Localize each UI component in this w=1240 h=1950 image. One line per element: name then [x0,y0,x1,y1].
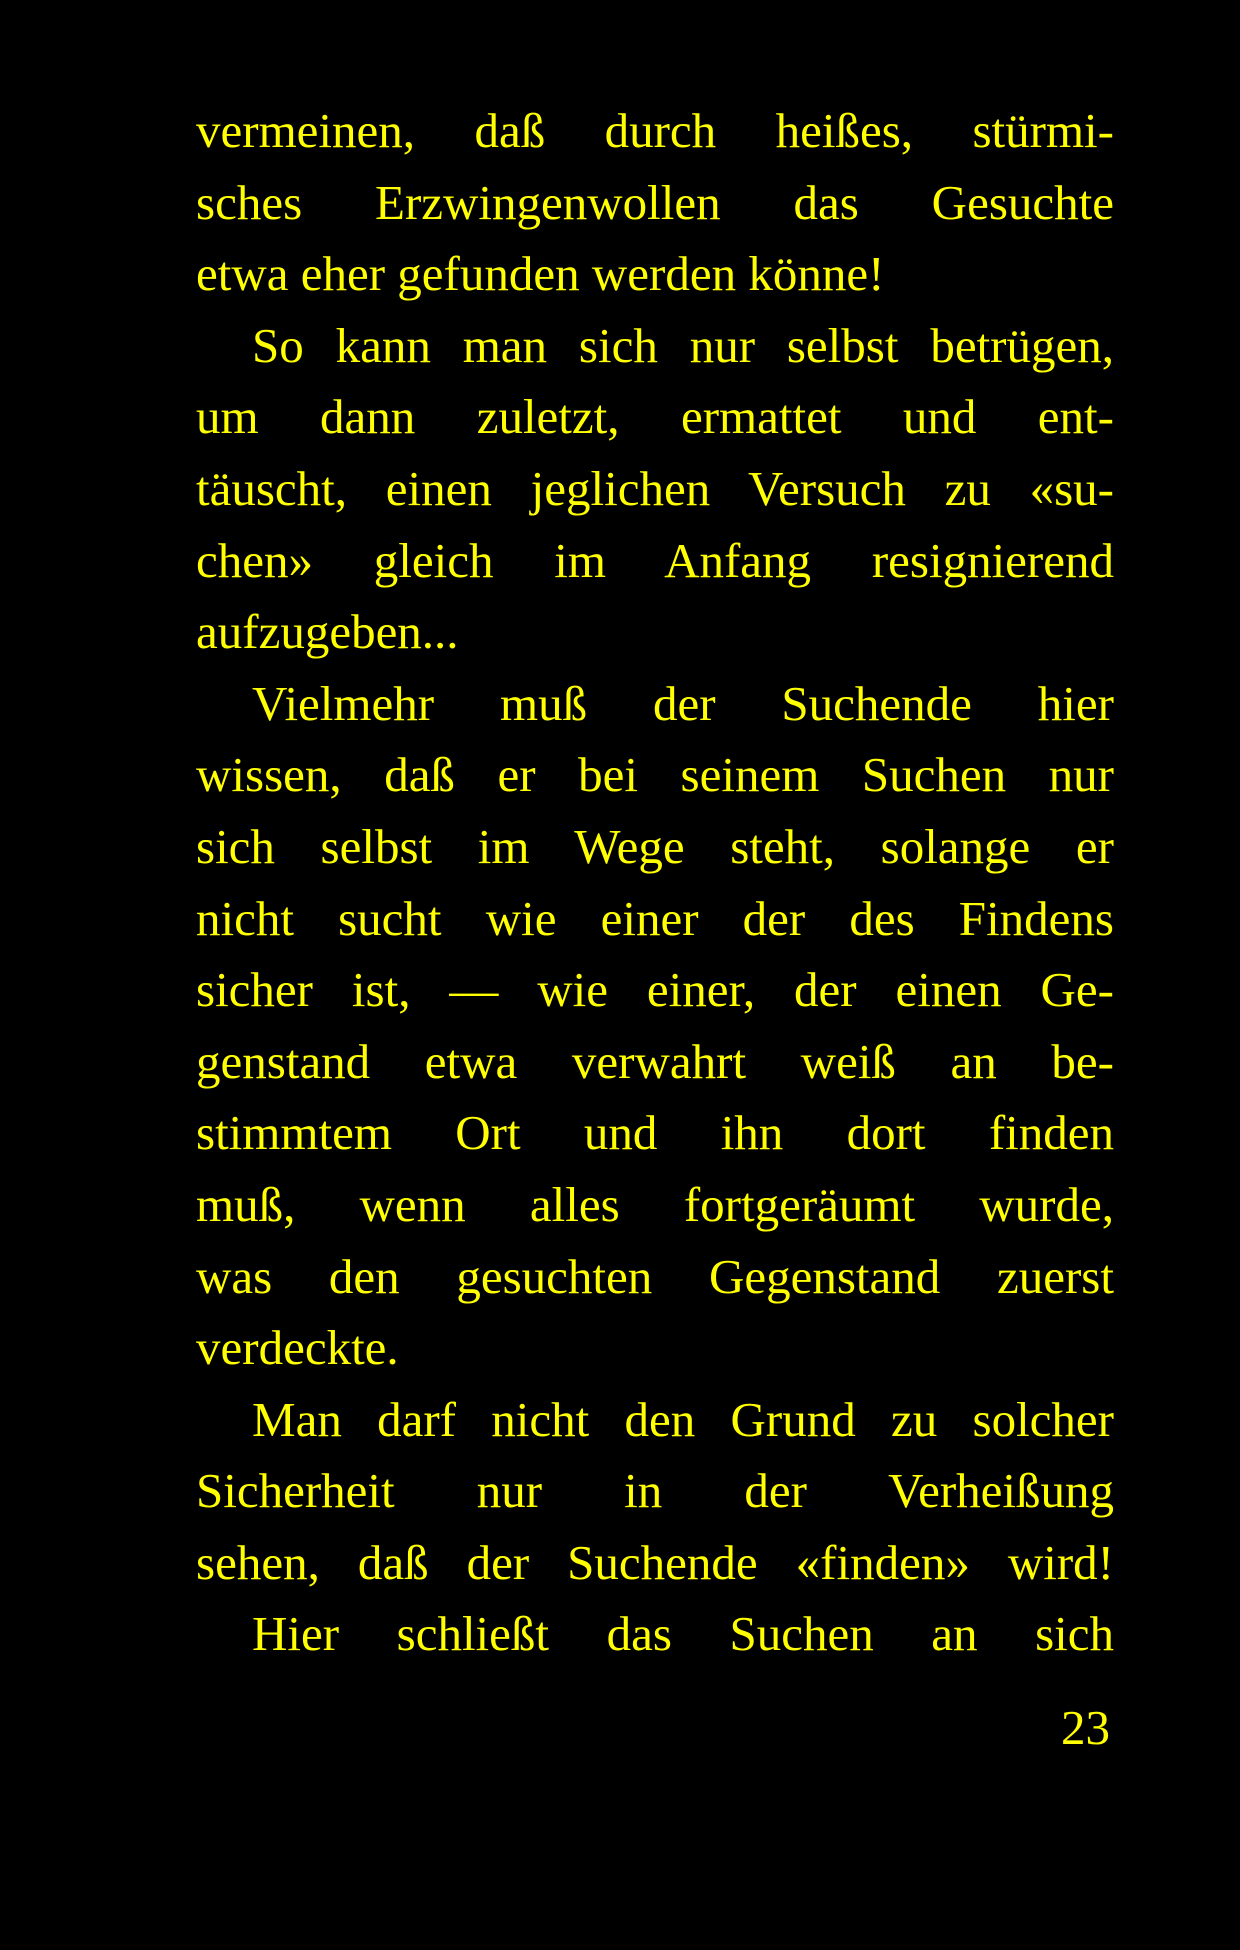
text-line: verdeckte. [196,1320,399,1376]
text-line: Man darf nicht den Grund zu solcher [252,1391,1114,1447]
text-line: um dann zuletzt, ermattet und ent- [196,389,1114,445]
text-line: Vielmehr muß der Suchende hier [252,675,1114,731]
body-text [196,95,1114,1670]
text-line: aufzugeben... [196,604,459,660]
text-line: So kann man sich nur selbst betrügen, [252,317,1114,373]
text-line: täuscht, einen jeglichen Versuch zu «su- [196,460,1114,516]
text-line: nicht sucht wie einer der des Findens [196,890,1114,946]
text-line: sches Erzwingenwollen das Gesuchte [196,174,1114,230]
text-line: Hier schließt das Suchen an sich [252,1606,1114,1662]
text-line: etwa eher gefunden werden könne! [196,246,885,302]
text-line: muß, wenn alles fortgeräumt wurde, [196,1176,1114,1232]
page-number: 23 [1061,1700,1110,1755]
text-line: sicher ist, — wie einer, der einen Ge- [196,962,1114,1018]
text-line: genstand etwa verwahrt weiß an be- [196,1033,1114,1089]
text-line: wissen, daß er bei seinem Suchen nur [196,747,1114,803]
text-line: chen» gleich im Anfang resignierend [196,532,1114,588]
text-line: was den gesuchten Gegenstand zuerst [196,1248,1114,1304]
text-line: sehen, daß der Suchende «finden» wird! [196,1534,1114,1590]
text-line: Sicherheit nur in der Verheißung [196,1463,1114,1519]
text-line: sich selbst im Wege steht, solange er [196,818,1114,874]
text-line: stimmtem Ort und ihn dort finden [196,1105,1114,1161]
text-line: vermeinen, daß durch heißes, stürmi- [196,103,1114,158]
